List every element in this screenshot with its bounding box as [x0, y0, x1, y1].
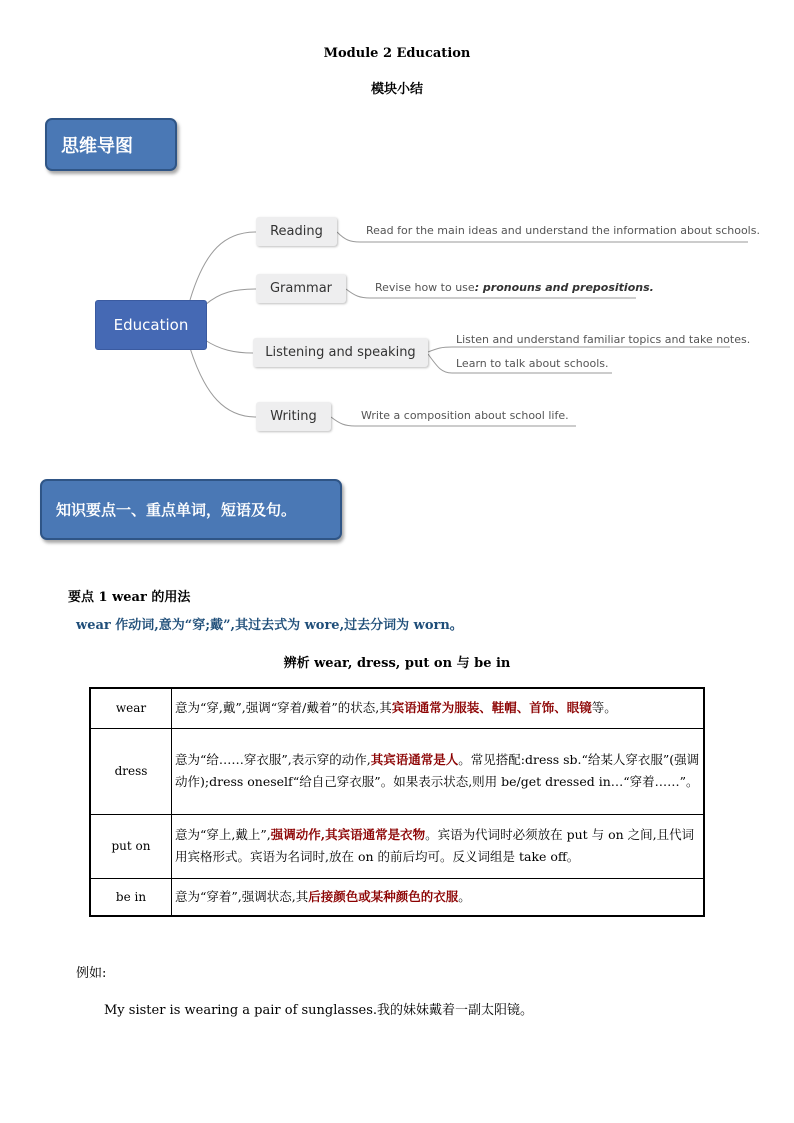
mindmap-leaf-grammar-emph: : pronouns and prepositions.: [474, 281, 654, 294]
mindmap-leaf-reading: Read for the main ideas and understand the information about schools.: [366, 224, 760, 237]
table-row: [90, 814, 704, 878]
mindmap-branch-writing: Writing: [256, 402, 331, 431]
point-title: 要点 1 wear 的用法: [68, 590, 191, 605]
mindmap-banner-label: 思维导图: [61, 135, 133, 157]
example-sentence: My sister is wearing a pair of sunglasses.我的妹妹戴着一副太阳镜。: [104, 1003, 534, 1018]
mindmap-leaf-grammar: [375, 281, 654, 294]
document-title: Module 2 Education: [323, 46, 471, 61]
mindmap-leaf-grammar-prefix: Revise how to use: [375, 281, 475, 294]
connector-grammar: [205, 289, 256, 305]
mindmap-branch-reading: Reading: [256, 217, 337, 246]
connector-listening: [205, 340, 253, 353]
knowledge-banner-label: 知识要点一、重点单词，短语及句。: [56, 501, 297, 519]
example-label: 例如:: [76, 966, 107, 981]
comparison-table: [89, 687, 705, 917]
document-subtitle: 模块小结: [370, 82, 423, 97]
point-description: wear 作动词,意为“穿;戴”,其过去式为 wore,过去分词为 worn。: [76, 618, 463, 633]
table-row: [90, 878, 704, 916]
knowledge-banner: [40, 479, 342, 540]
table-cell-word: dress: [90, 728, 172, 814]
connector-writing: [190, 348, 256, 417]
table-cell-definition: 意为“穿着”,强调状态,其后接颜色或某种颜色的衣服。: [172, 878, 705, 916]
table-cell-definition: 意为“穿,戴”,强调“穿着/戴着”的状态,其宾语通常为服装、鞋帽、首饰、眼镜等。: [172, 688, 705, 728]
table-row: [90, 688, 704, 728]
table-cell-definition: 意为“穿上,戴上”,强调动作,其宾语通常是衣物。宾语为代词时必须放在 put 与 on 之间,且代词用宾格形式。宾语为名词时,放在 on 的前后均可。反义词组是 take off。: [172, 814, 705, 878]
mindmap-branch-listening: Listening and speaking: [253, 338, 428, 367]
mindmap-branch-grammar: Grammar: [256, 274, 346, 303]
table-cell-word: wear: [90, 688, 172, 728]
table-row: [90, 728, 704, 814]
mindmap-leaf-listening-2: Learn to talk about schools.: [456, 357, 609, 370]
mindmap-leaf-writing: Write a composition about school life.: [361, 409, 569, 422]
table-cell-word: put on: [90, 814, 172, 878]
table-cell-definition: 意为“给……穿衣服”,表示穿的动作,其宾语通常是人。常见搭配:dress sb.“给某人穿衣服”(强调动作);dress oneself“给自己穿衣服”。如果表示状态,则用 be/get dressed in…“穿着……”。: [172, 728, 705, 814]
mindmap-leaf-listening-1: Listen and understand familiar topics and take notes.: [456, 333, 751, 346]
mindmap-root: Education: [95, 300, 207, 350]
compare-title: 辨析 wear, dress, put on 与 be in: [283, 656, 511, 671]
leaf-line-listening-1: [428, 347, 730, 352]
table-cell-word: be in: [90, 878, 172, 916]
